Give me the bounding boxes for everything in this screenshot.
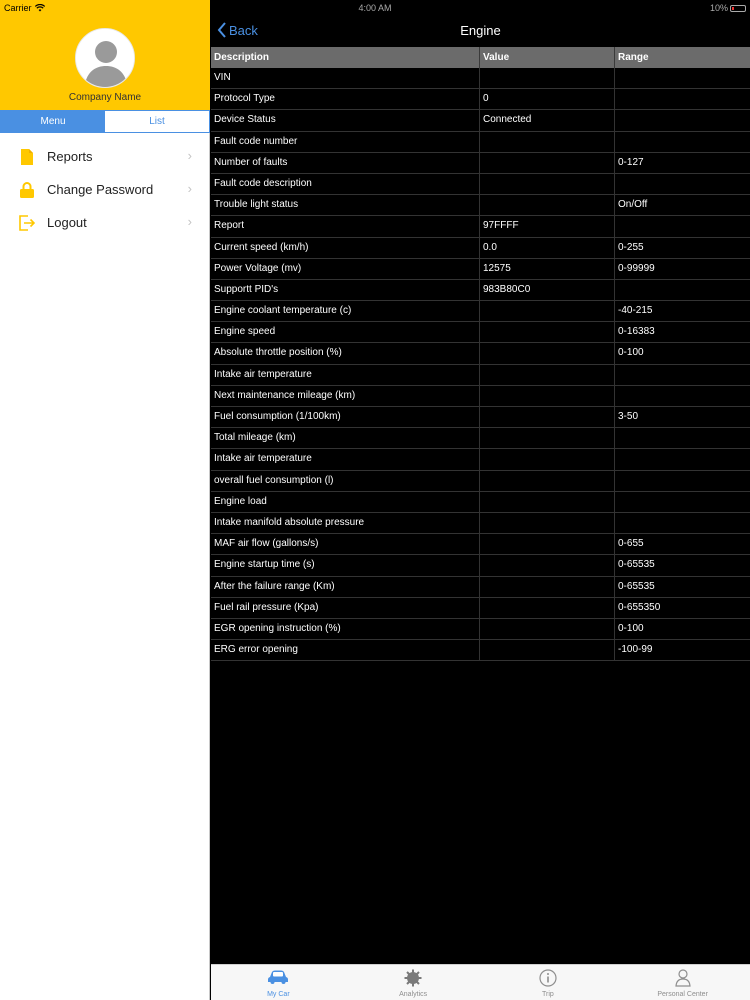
- sidebar-item-logout[interactable]: [0, 206, 210, 239]
- cell-value: [480, 322, 615, 342]
- cell-description: Intake air temperature: [211, 365, 480, 385]
- cell-value: [480, 153, 615, 173]
- column-header-range: Range: [618, 52, 649, 63]
- table-row: [211, 280, 750, 301]
- cell-description: Engine startup time (s): [211, 555, 480, 575]
- table-row: [211, 598, 750, 619]
- cell-description: Fuel consumption (1/100km): [211, 407, 480, 427]
- sidebar-item-change-password[interactable]: [0, 173, 210, 206]
- table-row: [211, 132, 750, 153]
- cell-value: [480, 598, 615, 618]
- carrier-label: Carrier: [4, 3, 32, 13]
- cell-range: 0-655350: [618, 601, 661, 613]
- table-row: [211, 259, 750, 280]
- table-row: [211, 577, 750, 598]
- cell-range: [615, 174, 750, 194]
- cell-value: [480, 132, 615, 152]
- cell-range: 0-65535: [618, 580, 655, 592]
- cell-range: [615, 428, 750, 448]
- cell-description: Report: [211, 216, 480, 236]
- cell-range: [615, 449, 750, 469]
- cell-value: [480, 513, 615, 533]
- sidebar-item-label: Change Password: [47, 182, 154, 197]
- table-row: [211, 407, 750, 428]
- cell-value: [480, 428, 615, 448]
- cell-range: 0-16383: [618, 326, 655, 338]
- cell-value: [480, 343, 615, 363]
- cell-description: Supportt PID's: [211, 280, 480, 300]
- cell-value: [480, 195, 615, 215]
- table-row: [211, 89, 750, 110]
- cell-range: [615, 68, 750, 88]
- tab-personal-center[interactable]: [615, 965, 750, 1000]
- cell-description: overall fuel consumption (l): [211, 471, 480, 491]
- cell-description: Fault code number: [211, 132, 480, 152]
- cell-description: ERG error opening: [211, 640, 480, 660]
- cell-description: Power Voltage (mv): [211, 259, 480, 279]
- company-name: Company Name: [68, 92, 142, 103]
- cell-range: [615, 386, 750, 406]
- cell-value: 983B80C0: [480, 280, 615, 300]
- tab-bar: [211, 964, 750, 1000]
- status-bar: [0, 0, 750, 16]
- cell-range: [615, 471, 750, 491]
- table-row: [211, 492, 750, 513]
- chevron-right-icon: ›: [187, 181, 192, 196]
- table-row: [211, 513, 750, 534]
- car-icon: [267, 969, 289, 985]
- cell-range: [615, 513, 750, 533]
- table-row: [211, 195, 750, 216]
- table-row: [211, 640, 750, 661]
- cell-value: [480, 68, 615, 88]
- cell-description: Engine load: [211, 492, 480, 512]
- cell-value: [480, 365, 615, 385]
- table-header: [211, 47, 750, 68]
- cell-range: 0-127: [618, 156, 644, 168]
- segment-menu[interactable]: Menu: [1, 111, 105, 132]
- cell-value: Connected: [480, 110, 615, 130]
- segment-list[interactable]: List: [105, 111, 209, 132]
- table-row: [211, 365, 750, 386]
- avatar[interactable]: [75, 28, 135, 88]
- cell-description: Next maintenance mileage (km): [211, 386, 480, 406]
- cell-value: 12575: [480, 259, 615, 279]
- segmented-control: [0, 110, 210, 133]
- table-row: [211, 110, 750, 131]
- tab-label: Trip: [541, 991, 554, 998]
- status-right: [710, 3, 746, 13]
- cell-description: EGR opening instruction (%): [211, 619, 480, 639]
- column-header-value: Value: [480, 47, 615, 68]
- cell-range: -40-215: [618, 305, 653, 317]
- cell-value: [480, 640, 615, 660]
- table-row: [211, 386, 750, 407]
- cell-value: [480, 471, 615, 491]
- table-row: [211, 449, 750, 470]
- navigation-bar: [211, 16, 750, 47]
- cell-range: [615, 89, 750, 109]
- cell-description: VIN: [211, 68, 480, 88]
- cell-range: On/Off: [618, 199, 648, 211]
- table-row: [211, 343, 750, 364]
- table-row: [211, 322, 750, 343]
- battery-percent: 10%: [709, 3, 728, 13]
- cell-value: 0.0: [480, 238, 615, 258]
- cell-range: [615, 132, 750, 152]
- cell-range: [615, 365, 750, 385]
- gear-icon: [404, 969, 422, 987]
- main-panel: [211, 0, 750, 1000]
- cell-description: Fuel rail pressure (Kpa): [211, 598, 480, 618]
- sidebar-item-reports[interactable]: [0, 140, 210, 173]
- table-row: [211, 471, 750, 492]
- tab-trip[interactable]: [481, 965, 616, 1000]
- cell-description: Trouble light status: [211, 195, 480, 215]
- sidebar-item-label: Logout: [47, 215, 87, 230]
- cell-description: Engine speed: [211, 322, 480, 342]
- cell-value: [480, 555, 615, 575]
- cell-value: [480, 407, 615, 427]
- person-icon: [675, 969, 691, 987]
- cell-value: [480, 577, 615, 597]
- cell-range: [615, 280, 750, 300]
- logout-icon: [18, 214, 36, 232]
- tab-label: Personal Center: [657, 991, 708, 998]
- lock-icon: [18, 181, 36, 199]
- table-row: [211, 238, 750, 259]
- cell-range: 0-100: [618, 622, 644, 634]
- cell-value: 0: [480, 89, 615, 109]
- cell-value: [480, 301, 615, 321]
- cell-description: Absolute throttle position (%): [211, 343, 480, 363]
- page-title: Engine: [460, 23, 501, 38]
- table-row: [211, 68, 750, 89]
- cell-range: 0-655: [618, 538, 644, 550]
- cell-range: [615, 216, 750, 236]
- cell-description: Intake manifold absolute pressure: [211, 513, 480, 533]
- table-row: [211, 174, 750, 195]
- sidebar-menu: [0, 140, 210, 239]
- cell-value: [480, 386, 615, 406]
- info-icon: [539, 969, 557, 987]
- cell-description: After the failure range (Km): [211, 577, 480, 597]
- cell-description: Fault code description: [211, 174, 480, 194]
- cell-range: [615, 492, 750, 512]
- table-row: [211, 619, 750, 640]
- cell-range: 0-255: [618, 241, 644, 253]
- table-row: [211, 216, 750, 237]
- back-label: Back: [229, 22, 258, 38]
- cell-description: Protocol Type: [211, 89, 480, 109]
- cell-value: [480, 449, 615, 469]
- tab-label: Analytics: [399, 991, 428, 998]
- cell-description: MAF air flow (gallons/s): [211, 534, 480, 554]
- cell-value: [480, 492, 615, 512]
- person-placeholder-icon: [76, 29, 135, 88]
- cell-range: [615, 110, 750, 130]
- engine-data-table: [211, 47, 750, 661]
- cell-description: Intake air temperature: [211, 449, 480, 469]
- cell-range: 0-100: [618, 347, 644, 359]
- cell-range: -100-99: [618, 644, 653, 656]
- column-header-description: Description: [211, 47, 480, 68]
- cell-description: Number of faults: [211, 153, 480, 173]
- tab-my-car[interactable]: [211, 965, 346, 1000]
- table-row: [211, 153, 750, 174]
- chevron-right-icon: ›: [187, 214, 192, 229]
- sidebar: [0, 0, 210, 1000]
- table-row: [211, 428, 750, 449]
- cell-range: 3-50: [618, 411, 639, 422]
- table-row: [211, 534, 750, 555]
- cell-range: 0-99999: [618, 262, 655, 274]
- tab-analytics[interactable]: [346, 965, 481, 1000]
- cell-description: Current speed (km/h): [211, 238, 480, 258]
- cell-range: 0-65535: [618, 559, 655, 571]
- cell-value: [480, 619, 615, 639]
- cell-value: [480, 174, 615, 194]
- table-row: [211, 301, 750, 322]
- cell-description: Engine coolant temperature (c): [211, 301, 480, 321]
- chevron-right-icon: ›: [187, 148, 192, 163]
- cell-value: 97FFFF: [480, 216, 615, 236]
- table-body: [211, 68, 750, 661]
- profile-header: [0, 0, 210, 110]
- sidebar-item-label: Reports: [47, 149, 93, 164]
- battery-icon: [730, 5, 746, 12]
- tab-label: My Car: [267, 991, 290, 998]
- cell-description: Device Status: [211, 110, 480, 130]
- cell-description: Total mileage (km): [211, 428, 480, 448]
- table-row: [211, 555, 750, 576]
- cell-value: [480, 534, 615, 554]
- document-icon: [18, 148, 36, 166]
- status-time: 4:00 AM: [358, 3, 392, 13]
